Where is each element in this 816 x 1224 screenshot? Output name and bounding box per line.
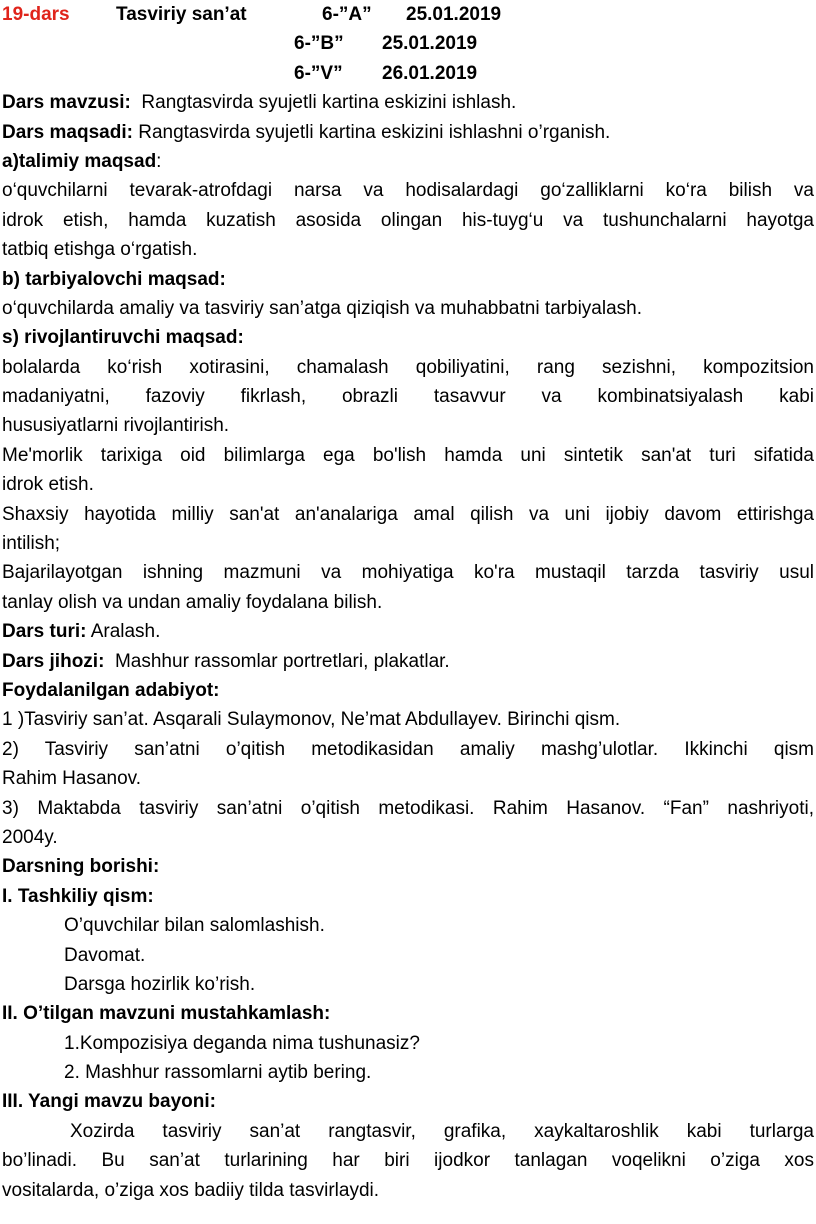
- paragraph-line: Xozirda tasviriy san’at rangtasvir, grafika, xaykaltaroshlik kabi turlarga: [70, 1120, 814, 1142]
- paragraph-line: madaniyatni, fazoviy fikrlash, obrazli tasavvur va kombinatsiyalash kabi: [2, 386, 814, 408]
- paragraph-line: vositalarda, o’ziga xos badiiy tilda tasvirlaydi.: [2, 1179, 380, 1201]
- topic-line: [2, 88, 814, 117]
- lesson-number: 19-dars: [2, 4, 70, 25]
- list-item: O’quvchilar bilan salomlashish.: [64, 915, 325, 937]
- class-name: 6-”B”: [294, 33, 344, 55]
- upbringing-aim-heading: b) tarbiyalovchi maqsad:: [2, 268, 226, 290]
- lesson-plan-page: [2, 0, 814, 1205]
- part3-heading: III. Yangi mavzu bayoni:: [2, 1091, 216, 1113]
- class-date: 25.01.2019: [382, 33, 478, 55]
- class-date: 26.01.2019: [382, 62, 478, 84]
- aim-text: Rangtasvirda syujetli kartina eskizini ishlashni o’rganish.: [138, 121, 611, 143]
- literature-item: 1 )Tasviriy san’at. Asqarali Sulaymonov, Ne’mat Abdullayev. Birinchi qism.: [2, 709, 621, 731]
- paragraph-line: idrok etish, hamda kuzatish asosida olingan his-tuyg‘u va tushunchalarni hayotga: [2, 209, 814, 231]
- class-name: 6-”V”: [294, 62, 343, 84]
- edu-aim-heading: a)talimiy maqsad:: [2, 150, 162, 172]
- list-item: 2. Mashhur rassomlarni aytib bering.: [64, 1062, 372, 1084]
- topic-label: Dars mavzusi:: [2, 92, 131, 114]
- part2-heading: II. O’tilgan mavzuni mustahkamlash:: [2, 1003, 331, 1025]
- part1-heading: I. Tashkiliy qism:: [2, 885, 154, 907]
- list-item: Davomat.: [64, 944, 146, 966]
- aim-label: Dars maqsadi:: [2, 121, 133, 143]
- paragraph-line: tatbiq etishga o‘rgatish.: [2, 239, 198, 261]
- paragraph-line: intilish;: [2, 533, 61, 555]
- subject-title: Tasviriy san’at: [116, 4, 247, 25]
- lesson-type-line: [2, 617, 814, 646]
- lesson-type-text: Aralash.: [90, 621, 161, 643]
- literature-item: 3) Maktabda tasviriy san’atni o’qitish metodikasi. Rahim Hasanov. “Fan” nashriyoti,: [2, 797, 814, 819]
- literature-heading: Foydalanilgan adabiyot:: [2, 679, 220, 701]
- paragraph-line: bolalarda ko‘rish xotirasini, chamalash qobiliyatini, rang sezishni, kompozitsion: [2, 356, 814, 378]
- equipment-line: [2, 647, 814, 676]
- topic-text: Rangtasvirda syujetli kartina eskizini ishlash.: [141, 92, 517, 114]
- paragraph-line: o‘quvchilarda amaliy va tasviriy san’atga qiziqish va muhabbatni tarbiyalash.: [2, 297, 642, 319]
- paragraph-line: tanlay olish va undan amaliy foydalana bilish.: [2, 591, 383, 613]
- literature-item: Rahim Hasanov.: [2, 768, 142, 790]
- development-aim-heading: s) rivojlantiruvchi maqsad:: [2, 327, 244, 349]
- lesson-progress-heading: Darsning borishi:: [2, 856, 160, 878]
- paragraph-line: Me'morlik tarixiga oid bilimlarga ega bo'lish hamda uni sintetik san'at turi sifatida: [2, 444, 814, 466]
- paragraph-line: hususiyatlarni rivojlantirish.: [2, 415, 230, 437]
- literature-item: 2004y.: [2, 826, 58, 848]
- lesson-header: [2, 0, 814, 29]
- paragraph-line: bo’linadi. Bu san’at turlarining har biri ijodkor tanlagan voqelikni o’ziga xos: [2, 1150, 814, 1172]
- class-row: [2, 59, 814, 88]
- paragraph-line: Bajarilayotgan ishning mazmuni va mohiyatiga ko'ra mustaqil tarzda tasviriy usul: [2, 562, 814, 584]
- class-row: [2, 29, 814, 58]
- aim-line: [2, 118, 814, 147]
- list-item: 1.Kompozisiya deganda nima tushunasiz?: [64, 1032, 420, 1054]
- equipment-label: Dars jihozi:: [2, 650, 105, 672]
- class-date: 25.01.2019: [406, 4, 502, 25]
- list-item: Darsga hozirlik ko’rish.: [64, 973, 256, 995]
- equipment-text: Mashhur rassomlar portretlari, plakatlar.: [114, 650, 450, 672]
- paragraph-line: idrok etish.: [2, 474, 94, 496]
- literature-item: 2) Tasviriy san’atni o’qitish metodikasidan amaliy mashg’ulotlar. Ikkinchi qism: [2, 738, 814, 760]
- class-name: 6-”A”: [322, 4, 372, 25]
- paragraph-line: Shaxsiy hayotida milliy san'at an'analariga amal qilish va uni ijobiy davom ettirishga: [2, 503, 814, 525]
- lesson-type-label: Dars turi:: [2, 621, 87, 643]
- paragraph-line: o‘quvchilarni tevarak-atrofdagi narsa va hodisalardagi go‘zalliklarni ko‘ra bilish va: [2, 180, 814, 202]
